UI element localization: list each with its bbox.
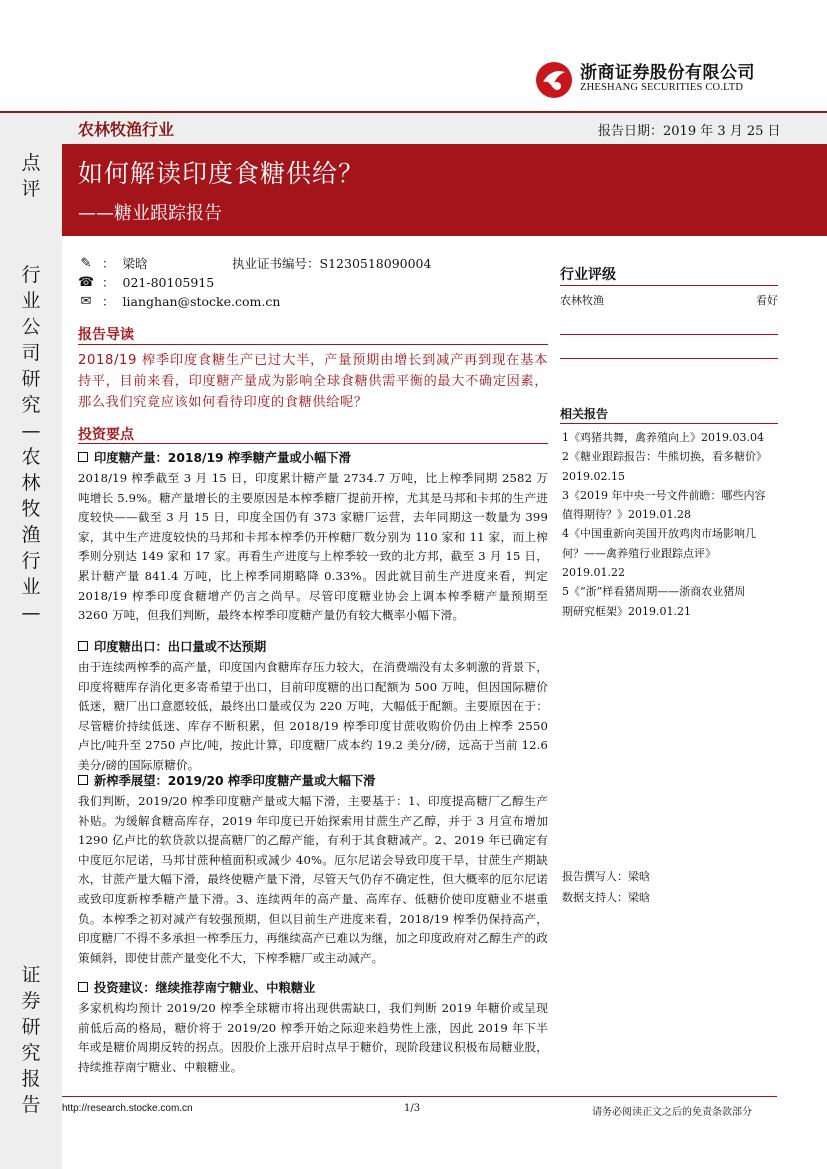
related-heading: 相关报告: [560, 407, 609, 421]
company-name-cn: 浙商证券股份有限公司: [580, 63, 755, 83]
section-heading-advice: 投资建议：继续推荐南宁糖业、中粮糖业: [78, 978, 315, 996]
guide-heading: 报告导读: [78, 327, 134, 343]
cert-row: [232, 254, 431, 272]
page-number: 1/3: [404, 1103, 421, 1114]
analyst-name: 梁晗: [122, 256, 148, 271]
analyst-phone-row: ☎ ： 021-80105915: [78, 274, 215, 290]
related-item: 2019.01.22: [562, 566, 625, 580]
checkbox-icon: [78, 452, 88, 462]
rating-heading: 行业评级: [560, 267, 616, 283]
phone-icon: ☎: [78, 274, 95, 290]
guide-rule: [78, 344, 548, 345]
pen-icon: ✎: [80, 255, 92, 271]
checkbox-icon: [78, 775, 88, 785]
industry-label: 农林牧渔行业: [78, 120, 175, 139]
related-item[interactable]: 4《中国重新向美国开放鸡肉市场影响几: [562, 527, 756, 541]
section-text-export: 由于连续两榨季的高产量，印度国内食糖库存压力较大，在消费端没有太多刺激的背景下，印度将糖库存消化更多寄希望于出口，目前印度糖的出口配额为 500 万吨，但因国际糖价低迷，糖厂出口意愿较低，最终出口量或仅为 220 万吨，大幅低于配额。主要原因在于：尽管糖价持续低迷、库存不断积累，但 2018/19 榨季印度甘蔗收购价仍由上榨季 2550 卢比/吨升至 2750 卢比/吨，按此计算，印度糖厂成本约 19.2 美分/磅，远高于当前 12.6 美分/磅的国际原糖价。: [78, 660, 548, 772]
page-title: 如何解读印度食糖供给？: [78, 159, 365, 188]
section-heading-production: 印度糖产量：2018/19 榨季糖产量或小幅下滑: [78, 448, 351, 466]
section-text-outlook: 我们判断，2019/20 榨季印度糖产量或大幅下滑，主要基于：1、印度提高糖厂乙醇生产补贴。为缓解食糖高库存，2019 年印度已开始探索用甘蔗生产乙醇，并于 3 月宣布增加 1290 亿卢比的软贷款以提高糖厂的乙醇产能，有利于其食糖减产。2、2019 年已确定有中度厄尔尼诺，马邦甘蔗种植面积或减少 40%。厄尔尼诺会导致印度干旱，甘蔗生产期缺水，甘蔗产量大幅下滑，最终使糖产量下滑，尽管天气仍存不确定性，但大概率的厄尔尼诺或致印度新榨季糖产量下滑。3、连续两年的高产量、高库存、低糖价使印度糖业不堪重负。本榨季之初对减产有较强预期，但以目前生产进度来看，2018/19 榨季仍保持高产，印度糖厂不得不多承担一榨季压力，再继续高产已难以为继，加之印度政府对乙醇生产的政策倾斜，即使甘蔗产量变化不大，下榨季糖厂或主动减产。: [78, 794, 548, 965]
rating-divider-1: [560, 334, 778, 335]
related-item[interactable]: 5《“浙”样看猪周期——浙商农业猪周: [562, 585, 746, 599]
section-heading-export: 印度糖出口：出口量或不达预期: [78, 637, 266, 655]
checkbox-icon: [78, 982, 88, 992]
analyst-email[interactable]: lianghan@stocke.com.cn: [122, 293, 281, 309]
report-writer: 报告撰写人：梁晗: [562, 870, 650, 883]
disclaimer-note: 请务必阅读正文之后的免责条款部分: [592, 1107, 752, 1118]
related-item[interactable]: 1《鸡猪共舞，禽养殖向上》2019.03.04: [562, 431, 764, 444]
header-band-line: [0, 111, 827, 113]
section-heading-outlook: 新榨季展望：2019/20 榨季印度糖产量或大幅下滑: [78, 771, 375, 789]
report-date: 报告日期：2019 年 3 月 25 日: [598, 124, 781, 139]
related-item: 2019.02.15: [562, 469, 625, 483]
analyst-phone: 021-80105915: [122, 274, 215, 290]
related-rule: [560, 423, 778, 424]
rating-value: 看好: [756, 294, 778, 307]
analyst-email-row: ✉ ： lianghan@stocke.com.cn: [78, 292, 280, 310]
company-name-en: ZHESHANG SECURITIES CO.LTD: [580, 82, 744, 93]
data-supporter: 数据支持人：梁晗: [562, 891, 650, 904]
related-item: 值得期待？》2019.01.28: [562, 508, 691, 522]
footer-url-link[interactable]: http://research.stocke.com.cn: [62, 1103, 193, 1114]
analyst-name-row: ✎ ： 梁晗: [78, 254, 148, 272]
rating-sector: 农林牧渔: [560, 294, 604, 307]
mail-icon: ✉: [80, 293, 92, 309]
cert-label: 执业证书编号：: [232, 256, 320, 271]
related-item: 何？——禽养殖行业跟踪点评》: [562, 546, 716, 560]
points-rule: [78, 443, 548, 444]
related-item[interactable]: 3《2019 年中央一号文件前瞻：哪些内容: [562, 488, 766, 502]
rating-rule: [560, 285, 778, 286]
related-item: 期研究框架》2019.01.21: [562, 604, 691, 618]
points-heading: 投资要点: [78, 427, 134, 443]
page-subtitle: ——糖业跟踪报告: [78, 203, 222, 224]
guide-text: 2018/19 榨季印度食糖生产已过大半，产量预期由增长到减产再到现在基本持平，目前来看，印度糖产量成为影响全球食糖供需平衡的最大不确定因素，那么我们究竟应该如何看待印度的食糖供给呢？: [78, 353, 548, 410]
related-item[interactable]: 2《糖业跟踪报告：牛熊切换，看多糖价》: [562, 450, 767, 464]
cert-number: S1230518090004: [319, 256, 432, 271]
section-text-production: 2018/19 榨季截至 3 月 15 日，印度累计糖产量 2734.7 万吨，比上榨季同期 2582 万吨增长 5.9%。糖产量增长的主要原因是本榨季糖厂提前开榨，尤其是马邦和卡邦的生产进度较快——截至 3 月 15 日，印度全国仍有 373 家糖厂运营，去年同期这一数量为 399 家，其中生产进度较快的马邦和卡邦本榨季仍开榨糖厂数分别为 110 家和 11 家，而上榨季则分别达 149 家和 17 家。再看生产进度与上榨季较一致的北方邦，截至 3 月 15 日，累计糖产量 841.4 万吨，比上榨季同期略降 0.33%。因此就目前生产进度来看，判定 2018/19 榨季印度食糖增产仍言之尚早。尽管印度糖业协会上调本榨季糖产量预期至 3260 万吨，但我们判断，最终本榨季印度糖产量仍有较大概率小幅下滑。: [78, 471, 548, 623]
rating-divider-2: [560, 358, 778, 359]
footer-rule: [62, 1096, 777, 1097]
checkbox-icon: [78, 641, 88, 651]
zheshang-logo-icon: [533, 60, 575, 100]
sidebar-category: 行 业 公 司 研 究 — 农 林 牧 渔 行 业 —: [21, 264, 41, 624]
section-text-advice: 多家机构均预计 2019/20 榨季全球糖市将出现供需缺口，我们判断 2019 年糖价或呈现前低后高的格局，糖价将于 2019/20 榨季开始之际迎来趋势性上涨，因此 2019 年下半年或是糖价周期反转的拐点。因股价上涨开启时点早于糖价，现阶段建议积极布局糖业股，持续推荐南宁糖业、中粮糖业。: [78, 1001, 548, 1074]
sidebar-report-type: 点 评: [21, 152, 41, 200]
related-reports-list: [562, 428, 780, 621]
sidebar-securities-research: 证 券 研 究 报 告: [21, 964, 41, 1116]
